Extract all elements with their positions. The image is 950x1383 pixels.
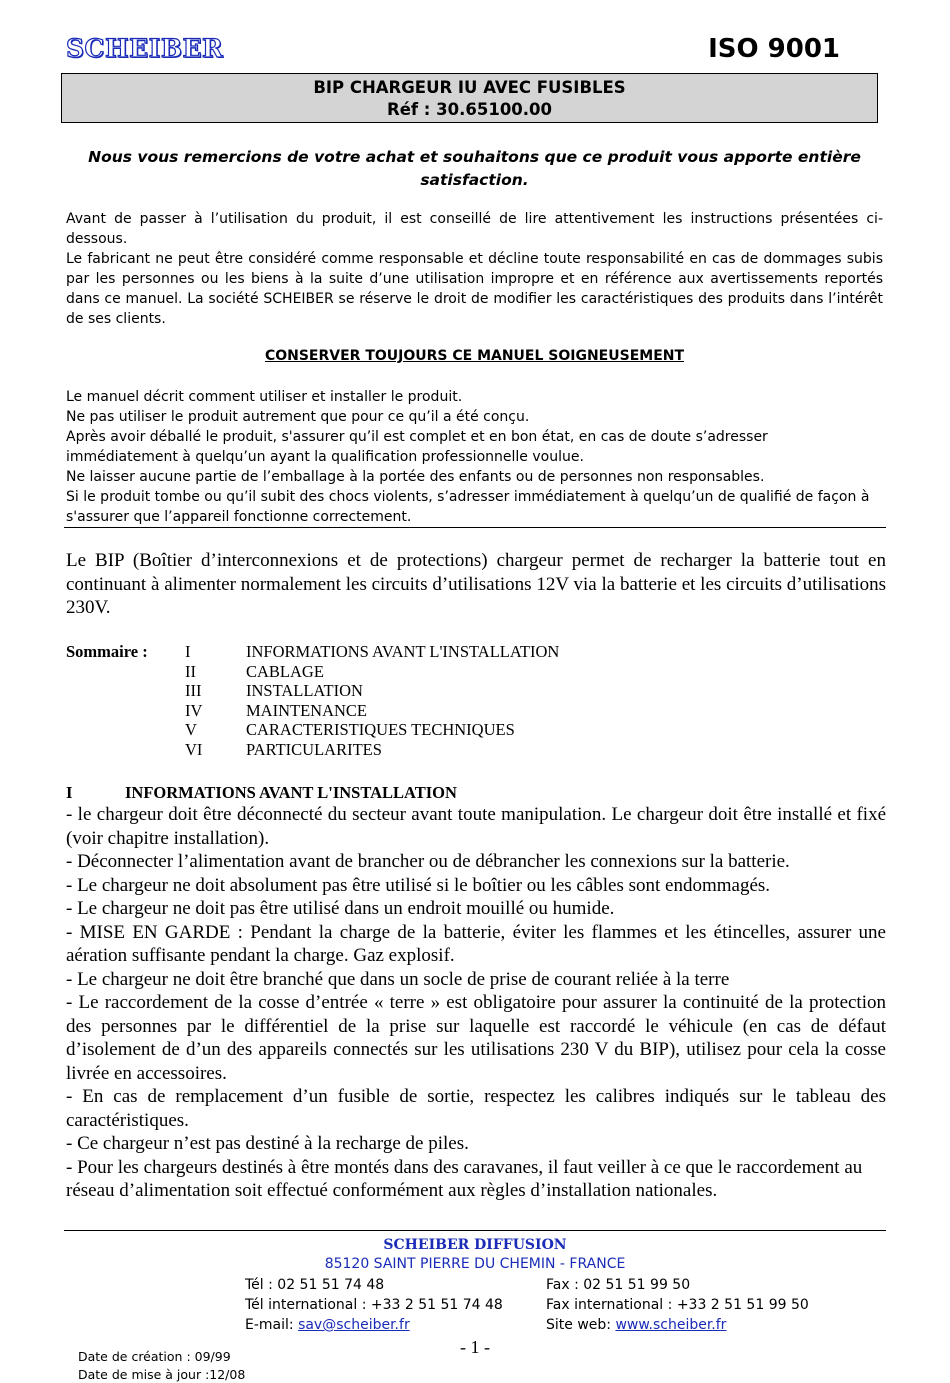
creation-date: Date de création : 09/99 bbox=[78, 1348, 245, 1366]
summary-num: II bbox=[185, 662, 196, 682]
divider-top bbox=[64, 527, 886, 528]
intro-paragraph: Avant de passer à l’utilisation du produit, il est conseillé de lire attentivement les instructions présentées ci-dessous. bbox=[66, 209, 883, 249]
section-item: - Le chargeur ne doit absolument pas être utilisé si le boîtier ou les câbles sont endommagés. bbox=[66, 874, 886, 898]
usage-notes bbox=[66, 387, 883, 527]
usage-note: Ne pas utiliser le produit autrement que pour ce qu’il a été conçu. bbox=[66, 407, 883, 427]
brand-logo: SCHEIBER bbox=[66, 34, 223, 63]
summary-text: INSTALLATION bbox=[246, 681, 363, 701]
website-link[interactable]: www.scheiber.fr bbox=[615, 1317, 726, 1333]
document-dates bbox=[78, 1348, 245, 1383]
iso-label: ISO 9001 bbox=[708, 34, 840, 64]
section-item: - En cas de remplacement d’un fusible de sortie, respectez les calibres indiqués sur le tableau des caractéristiques. bbox=[66, 1085, 886, 1132]
footer-contact-left bbox=[245, 1275, 503, 1335]
summary-num: III bbox=[185, 681, 201, 701]
summary-text: PARTICULARITES bbox=[246, 740, 382, 760]
usage-note: Après avoir déballé le produit, s'assurer qu’il est complet et en bon état, en cas de doute s’adresser immédiatement à quelqu’un ayant la qualification professionnelle voulue. bbox=[66, 427, 883, 467]
footer-fax: Fax : 02 51 51 99 50 bbox=[546, 1275, 809, 1295]
intro-paragraph: Le fabricant ne peut être considéré comme responsable et décline toute responsabilité en cas de dommages subis par les personnes ou les biens à la suite d’une utilisation impropre et en référence aux avertissements reportés dans ce manuel. La société SCHEIBER se réserve le droit de modifier les caractéristiques des produits dans l’intérêt de ses clients. bbox=[66, 249, 883, 329]
summary-num: VI bbox=[185, 740, 202, 760]
section-item: - Le chargeur ne doit pas être utilisé dans un endroit mouillé ou humide. bbox=[66, 897, 886, 921]
product-description bbox=[66, 549, 886, 620]
summary-text: CARACTERISTIQUES TECHNIQUES bbox=[246, 720, 515, 740]
section-item: - Le raccordement de la cosse d’entrée « terre » est obligatoire pour assurer la continuité de la protection des personnes par le différentiel de la prise sur laquelle est raccordé le véhicule (en cas de défaut d’isolement de d’un des appareils connectés sur les utilisations 230 V du BIP), utilisez pour cela la cosse livrée en accessoires. bbox=[66, 991, 886, 1085]
usage-note: Le manuel décrit comment utiliser et installer le produit. bbox=[66, 387, 883, 407]
footer-tel-international: Tél international : +33 2 51 51 74 48 bbox=[245, 1295, 503, 1315]
footer-fax-international: Fax international : +33 2 51 51 99 50 bbox=[546, 1295, 809, 1315]
footer-email-label: E-mail: bbox=[245, 1317, 298, 1333]
footer-tel: Tél : 02 51 51 74 48 bbox=[245, 1275, 503, 1295]
footer-address: 85120 SAINT PIERRE DU CHEMIN - FRANCE bbox=[0, 1256, 950, 1272]
update-date: Date de mise à jour :12/08 bbox=[78, 1366, 245, 1383]
section-item: - Déconnecter l’alimentation avant de brancher ou de débrancher les connexions sur la batterie. bbox=[66, 850, 886, 874]
section-item: - Ce chargeur n’est pas destiné à la recharge de piles. bbox=[66, 1132, 886, 1156]
description-text: Le BIP (Boîtier d’interconnexions et de protections) chargeur permet de recharger la batterie tout en continuant à alimenter normalement les circuits d’utilisations 12V via la batterie et les circuits d’utilisations 230V. bbox=[66, 549, 886, 620]
summary-num: V bbox=[185, 720, 197, 740]
summary-label: Sommaire : bbox=[66, 642, 148, 662]
footer-company: SCHEIBER DIFFUSION bbox=[0, 1237, 950, 1253]
summary-text: MAINTENANCE bbox=[246, 701, 367, 721]
usage-note: Ne laisser aucune partie de l’emballage à la portée des enfants ou de personnes non responsables. bbox=[66, 467, 883, 487]
intro-paragraphs bbox=[66, 209, 883, 329]
section-item: - Pour les chargeurs destinés à être montés dans des caravanes, il faut veiller à ce que le raccordement au réseau d’alimentation soit effectué conformément aux règles d’installation nationales. bbox=[66, 1156, 886, 1203]
product-title: BIP CHARGEUR IU AVEC FUSIBLES bbox=[62, 77, 877, 99]
footer-contact-right bbox=[546, 1275, 809, 1335]
conserve-heading: CONSERVER TOUJOURS CE MANUEL SOIGNEUSEMENT bbox=[66, 348, 883, 364]
footer-site-line bbox=[546, 1315, 809, 1335]
summary-text: CABLAGE bbox=[246, 662, 324, 682]
divider-footer bbox=[64, 1230, 886, 1231]
section-item: - le chargeur doit être déconnecté du secteur avant toute manipulation. Le chargeur doit être installé et fixé (voir chapitre installation). bbox=[66, 803, 886, 850]
thanks-message: Nous vous remercions de votre achat et souhaitons que ce produit vous apporte entière satisfaction. bbox=[66, 146, 883, 192]
email-link[interactable]: sav@scheiber.fr bbox=[298, 1317, 410, 1333]
section-item: - Le chargeur ne doit être branché que dans un socle de prise de courant reliée à la terre bbox=[66, 968, 886, 992]
page-number: - 1 - bbox=[0, 1337, 950, 1358]
usage-note: Si le produit tombe ou qu’il subit des chocs violents, s’adresser immédiatement à quelqu’un de qualifié de façon à s'assurer que l’appareil fonctionne correctement. bbox=[66, 487, 883, 527]
product-reference: Réf : 30.65100.00 bbox=[62, 99, 877, 121]
summary-text: INFORMATIONS AVANT L'INSTALLATION bbox=[246, 642, 559, 662]
footer-site-label: Site web: bbox=[546, 1317, 615, 1333]
section-item: - MISE EN GARDE : Pendant la charge de la batterie, éviter les flammes et les étincelles, assurer une aération suffisante pendant la charge. Gaz explosif. bbox=[66, 921, 886, 968]
footer-email-line bbox=[245, 1315, 503, 1335]
summary-num: IV bbox=[185, 701, 202, 721]
section-items bbox=[66, 803, 886, 1203]
section-number: I bbox=[66, 783, 72, 803]
section-title: INFORMATIONS AVANT L'INSTALLATION bbox=[125, 783, 457, 803]
summary-num: I bbox=[185, 642, 191, 662]
product-title-box bbox=[61, 73, 878, 123]
